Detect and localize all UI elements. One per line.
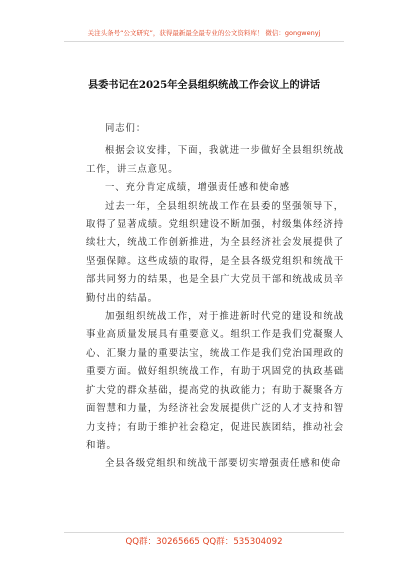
- header-banner: 关注头条号“公文研究”，获得最新最全最专业的公文资料库！ 微信：gongwenyj: [87, 29, 321, 37]
- body-paragraph-achievements: 过去一年，全县组织统战工作在县委的坚强领导下，取得了显著成绩。党组织建设不断加强，村级集体经济持续壮大，统战工作创新推进，为全县经济社会发展提供了坚强保障。这些成绩的取得，是全县各级党组织和统战干部共同努力的结果，也是全县广大党员干部和统战成员辛勤付出的结晶。: [86, 200, 344, 304]
- footer-contact: QQ群：30265665 QQ群：535304092: [125, 537, 283, 547]
- section-heading-1: 一、充分肯定成绩，增强责任感和使命感: [105, 182, 290, 194]
- body-paragraph-significance: 加强组织统战工作，对于推进新时代党的建设和统战事业高质量发展具有重要意义。组织工作是我们党凝聚人心、汇聚力量的重要法宝，统战工作是我们党治国理政的重要方面。做好组织统战工作，有助于巩固党的执政基础扩大党的群众基础，提高党的执政能力；有助于凝聚各方面智慧和力量，为经济社会发展提供广泛的人才支持和智力支持；有助于维护社会稳定，促进民族团结，推动社会和谐。: [86, 311, 344, 451]
- footer-divider: [64, 532, 344, 533]
- document-body: [86, 120, 344, 474]
- body-paragraph-intro: 根据会议安排，下面，我就进一步做好全县组织统战工作，讲三点意见。: [86, 145, 344, 175]
- salutation: 同志们：: [105, 123, 147, 134]
- document-title: 县委书记在2025年全县组织统战工作会议上的讲话: [87, 79, 321, 91]
- body-paragraph-responsibility: 全县各级党组织和统战干部要切实增强责任感和使命: [105, 458, 342, 470]
- header-divider: [64, 41, 344, 42]
